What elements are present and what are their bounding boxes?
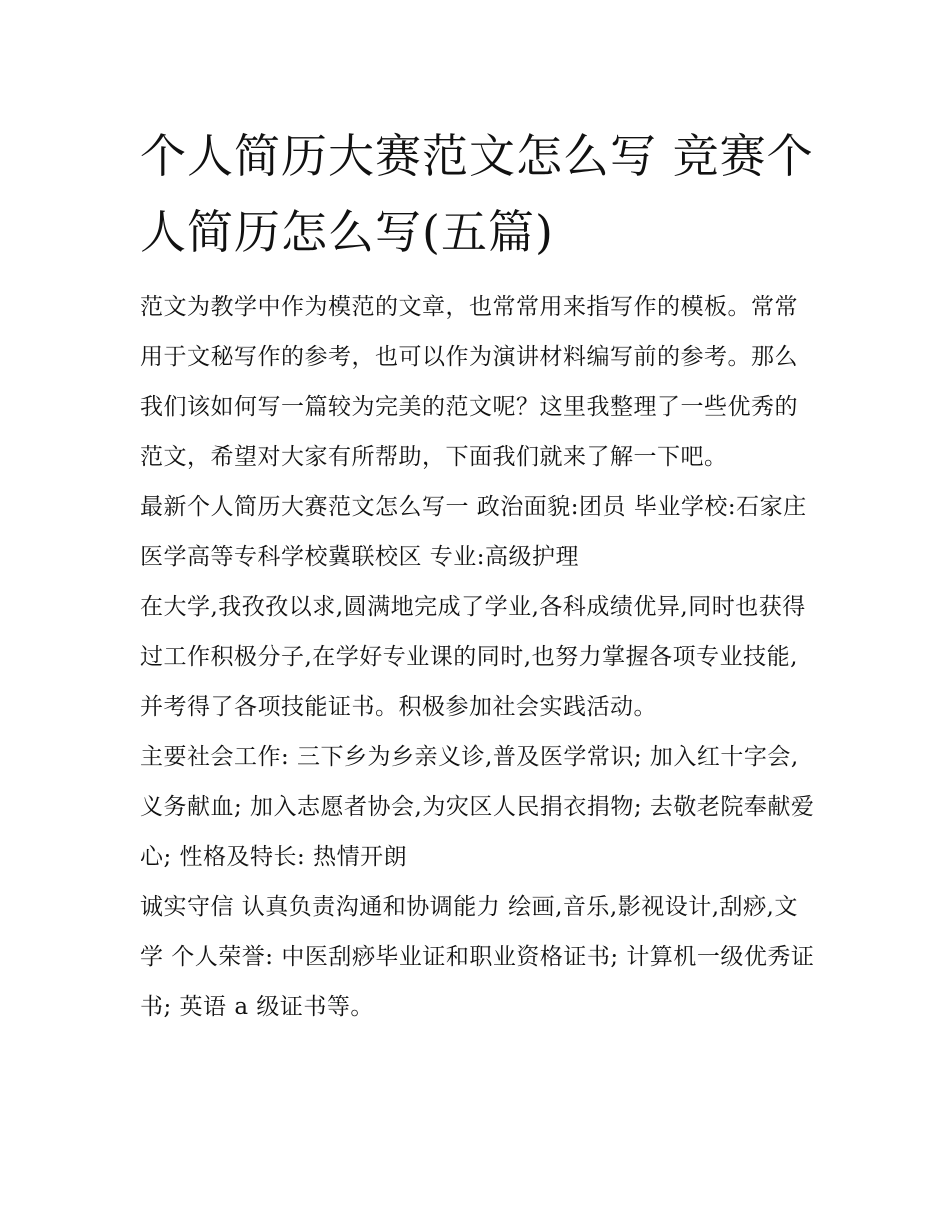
social-work-paragraph: 主要社会工作: 三下乡为乡亲义诊,普及医学常识; 加入红十字会,义务献血; 加入志愿者协会,为灾区人民捐衣捐物; 去敬老院奉献爱心; 性格及特长: 热情开朗 <box>140 744 815 870</box>
document-page <box>140 118 820 1032</box>
document-title: 个人简历大赛范文怎么写 竞赛个人简历怎么写(五篇) <box>140 129 814 259</box>
skills-honors-paragraph: 诚实守信 认真负责沟通和协调能力 绘画,音乐,影视设计,刮痧,文学 个人荣誉: 中医刮痧毕业证和职业资格证书; 计算机一级优秀证书; 英语 a 级证书等。 <box>140 894 815 1020</box>
intro-paragraph: 范文为教学中作为模范的文章，也常常用来指写作的模板。常常用于文秘写作的参考，也可以作为演讲材料编写前的参考。那么我们该如何写一篇较为完美的范文呢？这里我整理了一些优秀的范文，希望对大家有所帮助，下面我们就来了解一下吧。 <box>140 294 798 470</box>
university-paragraph: 在大学,我孜孜以求,圆满地完成了学业,各科成绩优异,同时也获得过工作积极分子,在学好专业课的同时,也努力掌握各项专业技能,并考得了各项技能证书。积极参加社会实践活动。 <box>140 594 806 720</box>
resume-header-paragraph: 最新个人简历大赛范文怎么写一 政治面貌:团员 毕业学校:石家庄医学高等专科学校冀联校区 专业:高级护理 <box>140 494 807 570</box>
